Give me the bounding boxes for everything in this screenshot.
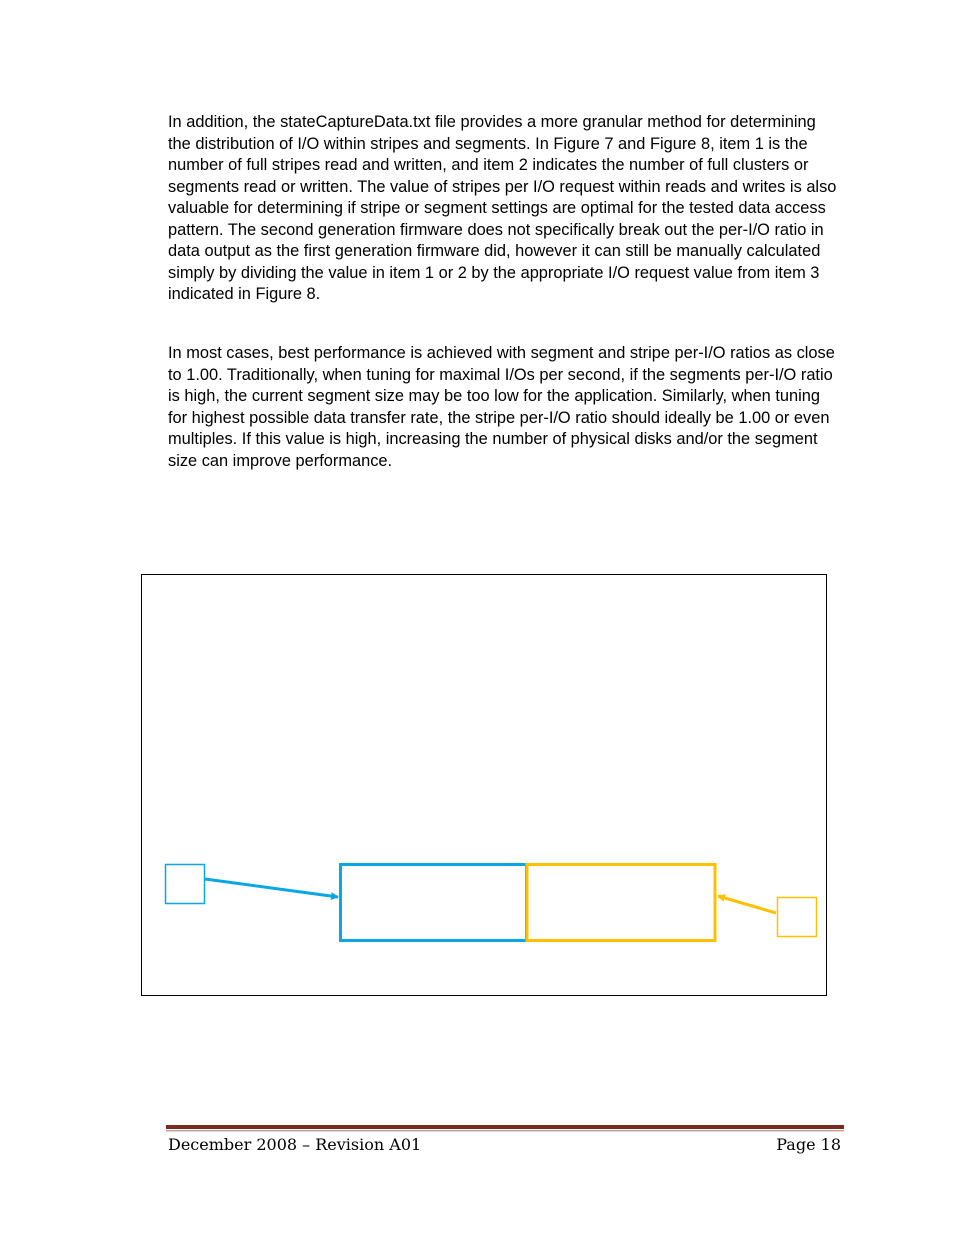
figure-diagram: [142, 575, 826, 995]
footer-page-number: Page 18: [776, 1135, 841, 1154]
blue-callout-box: [166, 865, 205, 904]
blue-callout-arrow: [205, 879, 338, 897]
body-paragraph-1: In addition, the stateCaptureData.txt file provides a more granular method for determining the distribution of I/O within stripes and segments. In Figure 7 and Figure 8, item 1 is the number of full stripes read and written, and item 2 indicates the number of full clusters or segments read or written. The value of stripes per I/O request within reads and writes is also valuable for determining if stripe or segment settings are optimal for the tested data access pattern. The second generation firmware does not specifically break out the per-I/O ratio in data output as the first generation firmware did, however it can still be manually calculated simply by dividing the value in item 1 or 2 by the appropriate I/O request value from item 3 indicated in Figure 8.: [168, 113, 837, 303]
yellow-callout-arrow: [718, 896, 776, 913]
figure-frame: [141, 574, 827, 996]
footer-date-revision: December 2008 – Revision A01: [168, 1135, 422, 1154]
yellow-highlight-box: [527, 865, 715, 941]
body-paragraph-2: In most cases, best performance is achieved with segment and stripe per-I/O ratios as close to 1.00. Traditionally, when tuning for maximal I/Os per second, if the segments per-I/O ratio is high, the current segment size may be too low for the application. Similarly, when tuning for highest possible data transfer rate, the stripe per-I/O ratio should ideally be 1.00 or even multiples. If this value is high, increasing the number of physical disks and/or the segment size can improve performance.: [168, 344, 835, 470]
yellow-callout-box: [778, 898, 817, 937]
footer-rule: [166, 1125, 844, 1133]
blue-highlight-box: [341, 865, 527, 941]
